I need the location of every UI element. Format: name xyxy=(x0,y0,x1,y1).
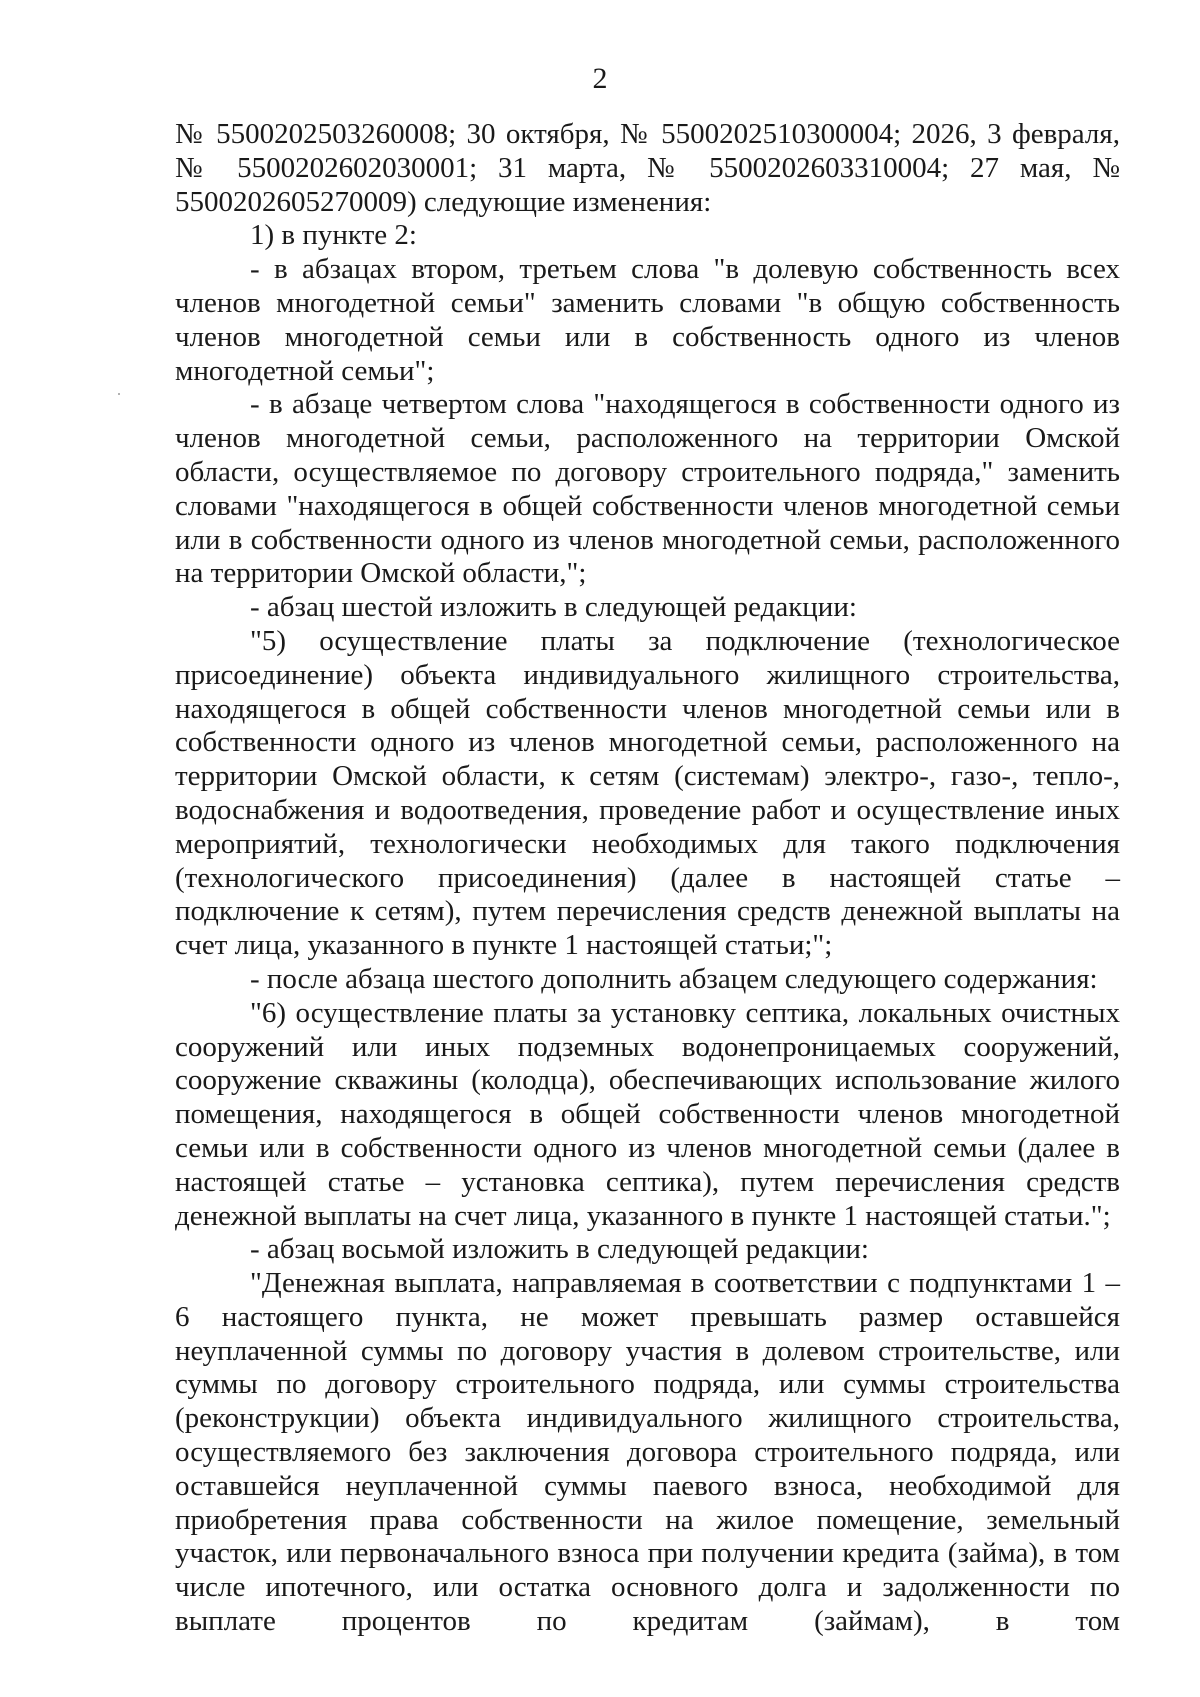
paragraph-amendment-abz-8-intro: - абзац восьмой изложить в следующей редакции: xyxy=(250,1233,869,1266)
paragraph-amendment-abz-2-3: - в абзацах втором, третьем слова "в долевую собственность всех членов многодетной семьи" заменить словами "в общую собственность членов многодетной семьи или в собственность одного из членов многодетной семьи"; xyxy=(175,253,1120,387)
paragraph-subitem-6: "6) осуществление платы за установку септика, локальных очистных сооружений или иных подземных водонепроницаемых сооружений, сооружение скважины (колодца), обеспечивающих использование жилого помещения, находящегося в общей собственности членов многодетной семьи или в собственности одного из членов многодетной семьи (далее в настоящей статье – установка септика), путем перечисления средств денежной выплаты на счет лица, указанного в пункте 1 настоящей статьи."; xyxy=(175,996,1120,1232)
document-body xyxy=(175,118,1120,1639)
paragraph-monetary-payment: "Денежная выплата, направляемая в соответствии с подпунктами 1 – 6 настоящего пункта, не может превышать размер оставшейся неуплаченной суммы по договору участия в долевом строительстве, или суммы по договору строительного подряда, или суммы строительства (реконструкции) объекта индивидуального жилищного строительства, осуществляемого без заключения договора строительного подряда, или оставшейся неуплаченной суммы паевого взноса, необходимой для приобретения права собственности на жилое помещение, земельный участок, или первоначального взноса при получении кредита (займа), в том числе ипотечного, или остатка основного долга и задолженности по выплате процентов по кредитам (займам), в том xyxy=(175,1267,1120,1638)
paragraph-item-1: 1) в пункте 2: xyxy=(250,219,417,252)
page-number: 2 xyxy=(592,62,608,95)
paragraph-subitem-5: "5) осуществление платы за подключение (технологическое присоединение) объекта индивидуального жилищного строительства, находящегося в общей собственности членов многодетной семьи или в собственности одного из членов многодетной семьи, расположенного на территории Омской области, к сетям (системам) электро-, газо-, тепло-, водоснабжения и водоотведения, проведение работ и осуществление иных мероприятий, технологически необходимых для такого подключения (технологического присоединения) (далее в настоящей статье – подключение к сетям), путем перечисления средств денежной выплаты на счет лица, указанного в пункте 1 настоящей статьи;"; xyxy=(175,624,1120,962)
paragraph-amendment-add-abz-intro: - после абзаца шестого дополнить абзацем следующего содержания: xyxy=(250,962,1098,995)
paragraph-amendment-abz-4: - в абзаце четвертом слова "находящегося в собственности одного из членов многодетной семьи, расположенного на территории Омской области, осуществляемое по договору строительного подряда," заменить словами "находящегося в общей собственности членов многодетной семьи или в собственности одного из членов многодетной семьи, расположенного на территории Омской области,"; xyxy=(175,388,1120,590)
paragraph-amendment-abz-6-intro: - абзац шестой изложить в следующей редакции: xyxy=(250,591,857,624)
scan-speck xyxy=(118,393,120,395)
paragraph-registration-numbers: № 5500202503260008; 30 октября, № 5500202510300004; 2026, 3 февраля, № 5500202602030001; 31 марта, № 5500202603310004; 27 мая, № 5500202605270009) следующие изменения: xyxy=(175,118,1120,218)
